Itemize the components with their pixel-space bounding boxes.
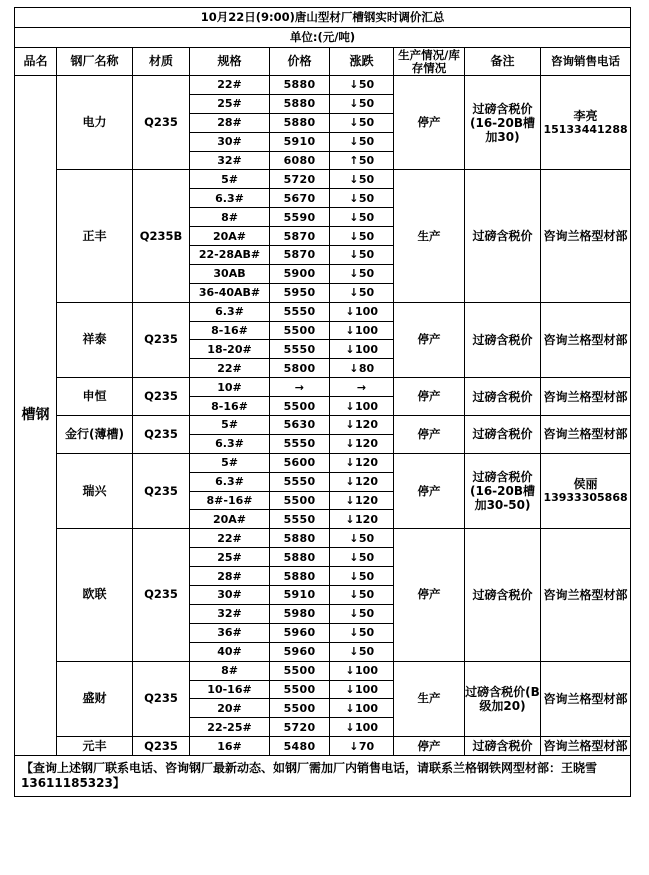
spec-cell: 22-28AB# <box>190 246 270 265</box>
remark-cell: 过磅含税价 <box>465 170 541 302</box>
contact-name: 李亮 <box>573 108 598 123</box>
table-row <box>15 416 631 435</box>
change-cell <box>330 246 394 265</box>
spec-cell: 6.3# <box>190 302 270 321</box>
arrow-down-icon: ↓ <box>345 456 355 470</box>
contact-cell <box>541 76 631 170</box>
change-cell <box>330 434 394 453</box>
spec-cell: 36-40AB# <box>190 283 270 302</box>
price-cell: 5880 <box>270 94 330 113</box>
spec-cell: 5# <box>190 453 270 472</box>
table-row <box>15 661 631 680</box>
price-cell: 5500 <box>270 397 330 416</box>
change-value: 50 <box>358 531 375 545</box>
arrow-down-icon: ↓ <box>345 418 355 432</box>
price-cell: 5880 <box>270 529 330 548</box>
status-cell: 停产 <box>394 529 465 661</box>
arrow-down-icon: ↓ <box>345 701 355 715</box>
arrow-down-icon: ↓ <box>349 550 359 564</box>
arrow-down-icon: ↓ <box>349 588 359 602</box>
change-cell <box>330 586 394 605</box>
contact-cell <box>541 170 631 302</box>
status-cell: 停产 <box>394 416 465 454</box>
price-table <box>14 7 631 797</box>
spec-cell: 8# <box>190 661 270 680</box>
change-cell <box>330 699 394 718</box>
price-cell: 5870 <box>270 227 330 246</box>
mill-name: 欧联 <box>57 529 133 661</box>
price-cell: 5550 <box>270 434 330 453</box>
change-cell <box>330 737 394 756</box>
arrow-down-icon: ↓ <box>345 664 355 678</box>
contact-cell <box>541 661 631 737</box>
status-cell: 停产 <box>394 76 465 170</box>
arrow-down-icon: ↓ <box>349 531 359 545</box>
change-cell <box>330 189 394 208</box>
contact-name: 咨询兰格型材部 <box>543 389 628 404</box>
price-cell: 5960 <box>270 642 330 661</box>
change-value: 120 <box>355 512 378 526</box>
change-cell <box>330 94 394 113</box>
change-cell <box>330 321 394 340</box>
contact-cell <box>541 378 631 416</box>
change-cell <box>330 416 394 435</box>
change-cell <box>330 151 394 170</box>
contact-cell <box>541 453 631 529</box>
change-value: 100 <box>355 399 378 413</box>
change-value: 100 <box>355 324 378 338</box>
mill-material: Q235 <box>133 453 190 529</box>
change-value: 50 <box>358 78 375 92</box>
change-cell <box>330 397 394 416</box>
header-contact: 咨询销售电话 <box>541 48 631 76</box>
arrow-down-icon: ↓ <box>349 361 359 375</box>
spec-cell: 16# <box>190 737 270 756</box>
mill-name: 电力 <box>57 76 133 170</box>
arrow-down-icon: ↓ <box>349 97 359 111</box>
price-cell: 5550 <box>270 302 330 321</box>
change-value: 100 <box>355 342 378 356</box>
price-cell: 5550 <box>270 340 330 359</box>
spec-cell: 28# <box>190 113 270 132</box>
contact-phone: 13933305868 <box>543 491 628 505</box>
mill-material: Q235 <box>133 529 190 661</box>
mill-material: Q235 <box>133 416 190 454</box>
arrow-down-icon: ↓ <box>345 512 355 526</box>
remark-cell: 过磅含税价 <box>465 302 541 378</box>
price-cell: 6080 <box>270 151 330 170</box>
change-cell <box>330 132 394 151</box>
spec-cell: 25# <box>190 548 270 567</box>
contact-name: 咨询兰格型材部 <box>543 229 628 244</box>
change-cell <box>330 340 394 359</box>
price-cell: 5480 <box>270 737 330 756</box>
price-cell: 5500 <box>270 699 330 718</box>
change-value: 100 <box>355 701 378 715</box>
change-value: 120 <box>355 494 378 508</box>
change-value: 50 <box>358 286 375 300</box>
change-value: 100 <box>355 682 378 696</box>
change-cell <box>330 510 394 529</box>
arrow-down-icon: ↓ <box>349 248 359 262</box>
mill-name: 祥泰 <box>57 302 133 378</box>
spec-cell: 6.3# <box>190 434 270 453</box>
price-cell: 5500 <box>270 661 330 680</box>
arrow-down-icon: ↓ <box>345 475 355 489</box>
change-value: 120 <box>355 437 378 451</box>
table-row <box>15 76 631 95</box>
change-value: 50 <box>358 267 375 281</box>
mill-material: Q235 <box>133 378 190 416</box>
spec-cell: 32# <box>190 604 270 623</box>
spec-cell: 10-16# <box>190 680 270 699</box>
change-cell <box>330 208 394 227</box>
change-cell <box>330 453 394 472</box>
change-cell <box>330 227 394 246</box>
change-cell <box>330 567 394 586</box>
arrow-down-icon: ↓ <box>349 626 359 640</box>
change-cell <box>330 283 394 302</box>
change-cell <box>330 76 394 95</box>
change-value: 50 <box>358 607 375 621</box>
spec-cell: 30# <box>190 132 270 151</box>
mill-material: Q235 <box>133 302 190 378</box>
arrow-down-icon: ↓ <box>349 172 359 186</box>
arrow-down-icon: ↓ <box>349 135 359 149</box>
change-value: 50 <box>358 645 375 659</box>
spec-cell: 32# <box>190 151 270 170</box>
price-cell: 5550 <box>270 472 330 491</box>
change-value: 70 <box>358 739 375 753</box>
change-cell <box>330 604 394 623</box>
table-row <box>15 453 631 472</box>
contact-name: 咨询兰格型材部 <box>543 332 628 347</box>
price-cell: 5720 <box>270 170 330 189</box>
header-product: 品名 <box>15 48 57 76</box>
change-cell <box>330 302 394 321</box>
arrow-right-icon: → <box>356 380 367 394</box>
change-cell <box>330 680 394 699</box>
change-cell <box>330 113 394 132</box>
header-status: 生产情况/库存情况 <box>394 48 465 76</box>
change-cell <box>330 359 394 378</box>
contact-name: 咨询兰格型材部 <box>543 587 628 602</box>
mill-name: 盛财 <box>57 661 133 737</box>
remark-cell: 过磅含税价(16-20B槽加30) <box>465 76 541 170</box>
spec-cell: 5# <box>190 416 270 435</box>
arrow-down-icon: ↓ <box>349 286 359 300</box>
header-mill: 钢厂名称 <box>57 48 133 76</box>
spec-cell: 30# <box>190 586 270 605</box>
price-cell: 5950 <box>270 283 330 302</box>
arrow-down-icon: ↓ <box>345 399 355 413</box>
table-row <box>15 170 631 189</box>
remark-cell: 过磅含税价 <box>465 378 541 416</box>
arrow-down-icon: ↓ <box>345 437 355 451</box>
change-value: 50 <box>358 569 375 583</box>
price-cell: 5980 <box>270 604 330 623</box>
price-cell: 5910 <box>270 586 330 605</box>
contact-phone: 15133441288 <box>543 122 628 136</box>
change-cell <box>330 491 394 510</box>
change-cell <box>330 623 394 642</box>
change-value: 50 <box>358 154 375 167</box>
price-cell: 5550 <box>270 510 330 529</box>
price-cell: 5880 <box>270 548 330 567</box>
change-cell <box>330 548 394 567</box>
remark-cell: 过磅含税价 <box>465 416 541 454</box>
status-cell: 生产 <box>394 170 465 302</box>
price-cell: 5910 <box>270 132 330 151</box>
spec-cell: 6.3# <box>190 189 270 208</box>
arrow-down-icon: ↓ <box>349 645 359 659</box>
price-cell: 5500 <box>270 321 330 340</box>
arrow-down-icon: ↓ <box>345 342 355 356</box>
change-value: 100 <box>355 720 378 734</box>
mill-material: Q235 <box>133 76 190 170</box>
arrow-down-icon: ↓ <box>349 607 359 621</box>
header-price: 价格 <box>270 48 330 76</box>
contact-name: 咨询兰格型材部 <box>543 427 628 442</box>
table-row <box>15 302 631 321</box>
change-value: 50 <box>358 229 375 243</box>
mill-name: 瑞兴 <box>57 453 133 529</box>
price-cell: 5500 <box>270 491 330 510</box>
arrow-down-icon: ↓ <box>349 78 359 92</box>
mill-name: 申恒 <box>57 378 133 416</box>
change-value: 120 <box>355 456 378 470</box>
spec-cell: 6.3# <box>190 472 270 491</box>
table-row <box>15 378 631 397</box>
spec-cell: 18-20# <box>190 340 270 359</box>
spec-cell: 22-25# <box>190 718 270 737</box>
arrow-down-icon: ↓ <box>345 682 355 696</box>
change-value: 100 <box>355 305 378 319</box>
spec-cell: 30AB <box>190 264 270 283</box>
price-cell: 5500 <box>270 680 330 699</box>
spec-cell: 20A# <box>190 510 270 529</box>
spec-cell: 22# <box>190 359 270 378</box>
mill-material: Q235 <box>133 737 190 756</box>
price-cell: 5670 <box>270 189 330 208</box>
spec-cell: 20# <box>190 699 270 718</box>
change-value: 80 <box>358 361 375 375</box>
remark-cell: 过磅含税价(16-20B槽加30-50) <box>465 453 541 529</box>
table-row <box>15 737 631 756</box>
change-value: 100 <box>355 664 378 678</box>
header-material: 材质 <box>133 48 190 76</box>
change-value: 50 <box>358 248 375 262</box>
change-value: 50 <box>358 626 375 640</box>
change-cell <box>330 529 394 548</box>
mill-name: 元丰 <box>57 737 133 756</box>
spec-cell: 8-16# <box>190 321 270 340</box>
change-cell <box>330 661 394 680</box>
change-value: 50 <box>358 191 375 205</box>
header-row <box>15 48 631 76</box>
contact-name: 咨询兰格型材部 <box>543 691 628 706</box>
spec-cell: 8#-16# <box>190 491 270 510</box>
change-value: 50 <box>358 116 375 130</box>
status-cell: 停产 <box>394 302 465 378</box>
price-cell: 5800 <box>270 359 330 378</box>
contact-cell <box>541 737 631 756</box>
change-value: 50 <box>358 588 375 602</box>
price-cell: 5880 <box>270 113 330 132</box>
price-cell: 5880 <box>270 76 330 95</box>
change-value: 50 <box>358 97 375 111</box>
price-cell: 5960 <box>270 623 330 642</box>
arrow-down-icon: ↓ <box>345 720 355 734</box>
arrow-up-icon: ↑ <box>349 154 359 167</box>
header-remark: 备注 <box>465 48 541 76</box>
remark-cell: 过磅含税价 <box>465 529 541 661</box>
change-cell <box>330 378 394 397</box>
spec-cell: 22# <box>190 529 270 548</box>
change-cell <box>330 472 394 491</box>
contact-name: 侯丽 <box>573 477 598 492</box>
page-title: 10月22日(9:00)唐山型材厂槽钢实时调价汇总 <box>15 8 631 28</box>
contact-cell <box>541 416 631 454</box>
remark-cell: 过磅含税价 <box>465 737 541 756</box>
arrow-down-icon: ↓ <box>349 229 359 243</box>
change-value: 50 <box>358 135 375 149</box>
contact-cell <box>541 529 631 661</box>
header-change: 涨跌 <box>330 48 394 76</box>
price-cell: 5590 <box>270 208 330 227</box>
mill-name: 金行(薄槽) <box>57 416 133 454</box>
arrow-down-icon: ↓ <box>349 210 359 224</box>
table-row <box>15 529 631 548</box>
change-value: 50 <box>358 210 375 224</box>
price-cell: 5720 <box>270 718 330 737</box>
price-cell: → <box>270 378 330 397</box>
spec-cell: 28# <box>190 567 270 586</box>
spec-cell: 25# <box>190 94 270 113</box>
arrow-down-icon: ↓ <box>349 569 359 583</box>
header-spec: 规格 <box>190 48 270 76</box>
remark-cell: 过磅含税价(B级加20) <box>465 661 541 737</box>
arrow-down-icon: ↓ <box>345 324 355 338</box>
status-cell: 生产 <box>394 661 465 737</box>
spec-cell: 36# <box>190 623 270 642</box>
spec-cell: 5# <box>190 170 270 189</box>
spec-cell: 8# <box>190 208 270 227</box>
arrow-down-icon: ↓ <box>345 305 355 319</box>
spec-cell: 20A# <box>190 227 270 246</box>
arrow-down-icon: ↓ <box>349 116 359 130</box>
product-name: 槽钢 <box>15 76 57 756</box>
change-value: 120 <box>355 418 378 432</box>
change-cell <box>330 718 394 737</box>
change-value: 120 <box>355 475 378 489</box>
mill-material: Q235 <box>133 661 190 737</box>
status-cell: 停产 <box>394 453 465 529</box>
contact-name: 咨询兰格型材部 <box>543 739 628 754</box>
spec-cell: 40# <box>190 642 270 661</box>
contact-cell <box>541 302 631 378</box>
change-value: 50 <box>358 550 375 564</box>
change-cell <box>330 170 394 189</box>
unit-label: 单位:(元/吨) <box>15 28 631 48</box>
spec-cell: 22# <box>190 76 270 95</box>
change-cell <box>330 264 394 283</box>
price-cell: 5870 <box>270 246 330 265</box>
status-cell: 停产 <box>394 737 465 756</box>
spec-cell: 8-16# <box>190 397 270 416</box>
change-cell <box>330 642 394 661</box>
price-cell: 5900 <box>270 264 330 283</box>
arrow-down-icon: ↓ <box>349 191 359 205</box>
change-value: 50 <box>358 172 375 186</box>
arrow-down-icon: ↓ <box>349 739 359 753</box>
mill-name: 正丰 <box>57 170 133 302</box>
footer-note: 【查询上述钢厂联系电话、咨询钢厂最新动态、如钢厂需加厂内销售电话，请联系兰格钢铁网型材部：王晓雪13611185323】 <box>15 756 631 797</box>
arrow-down-icon: ↓ <box>349 267 359 281</box>
mill-material: Q235B <box>133 170 190 302</box>
price-cell: 5600 <box>270 453 330 472</box>
spec-cell: 10# <box>190 378 270 397</box>
price-cell: 5880 <box>270 567 330 586</box>
price-cell: 5630 <box>270 416 330 435</box>
status-cell: 停产 <box>394 378 465 416</box>
arrow-down-icon: ↓ <box>345 494 355 508</box>
